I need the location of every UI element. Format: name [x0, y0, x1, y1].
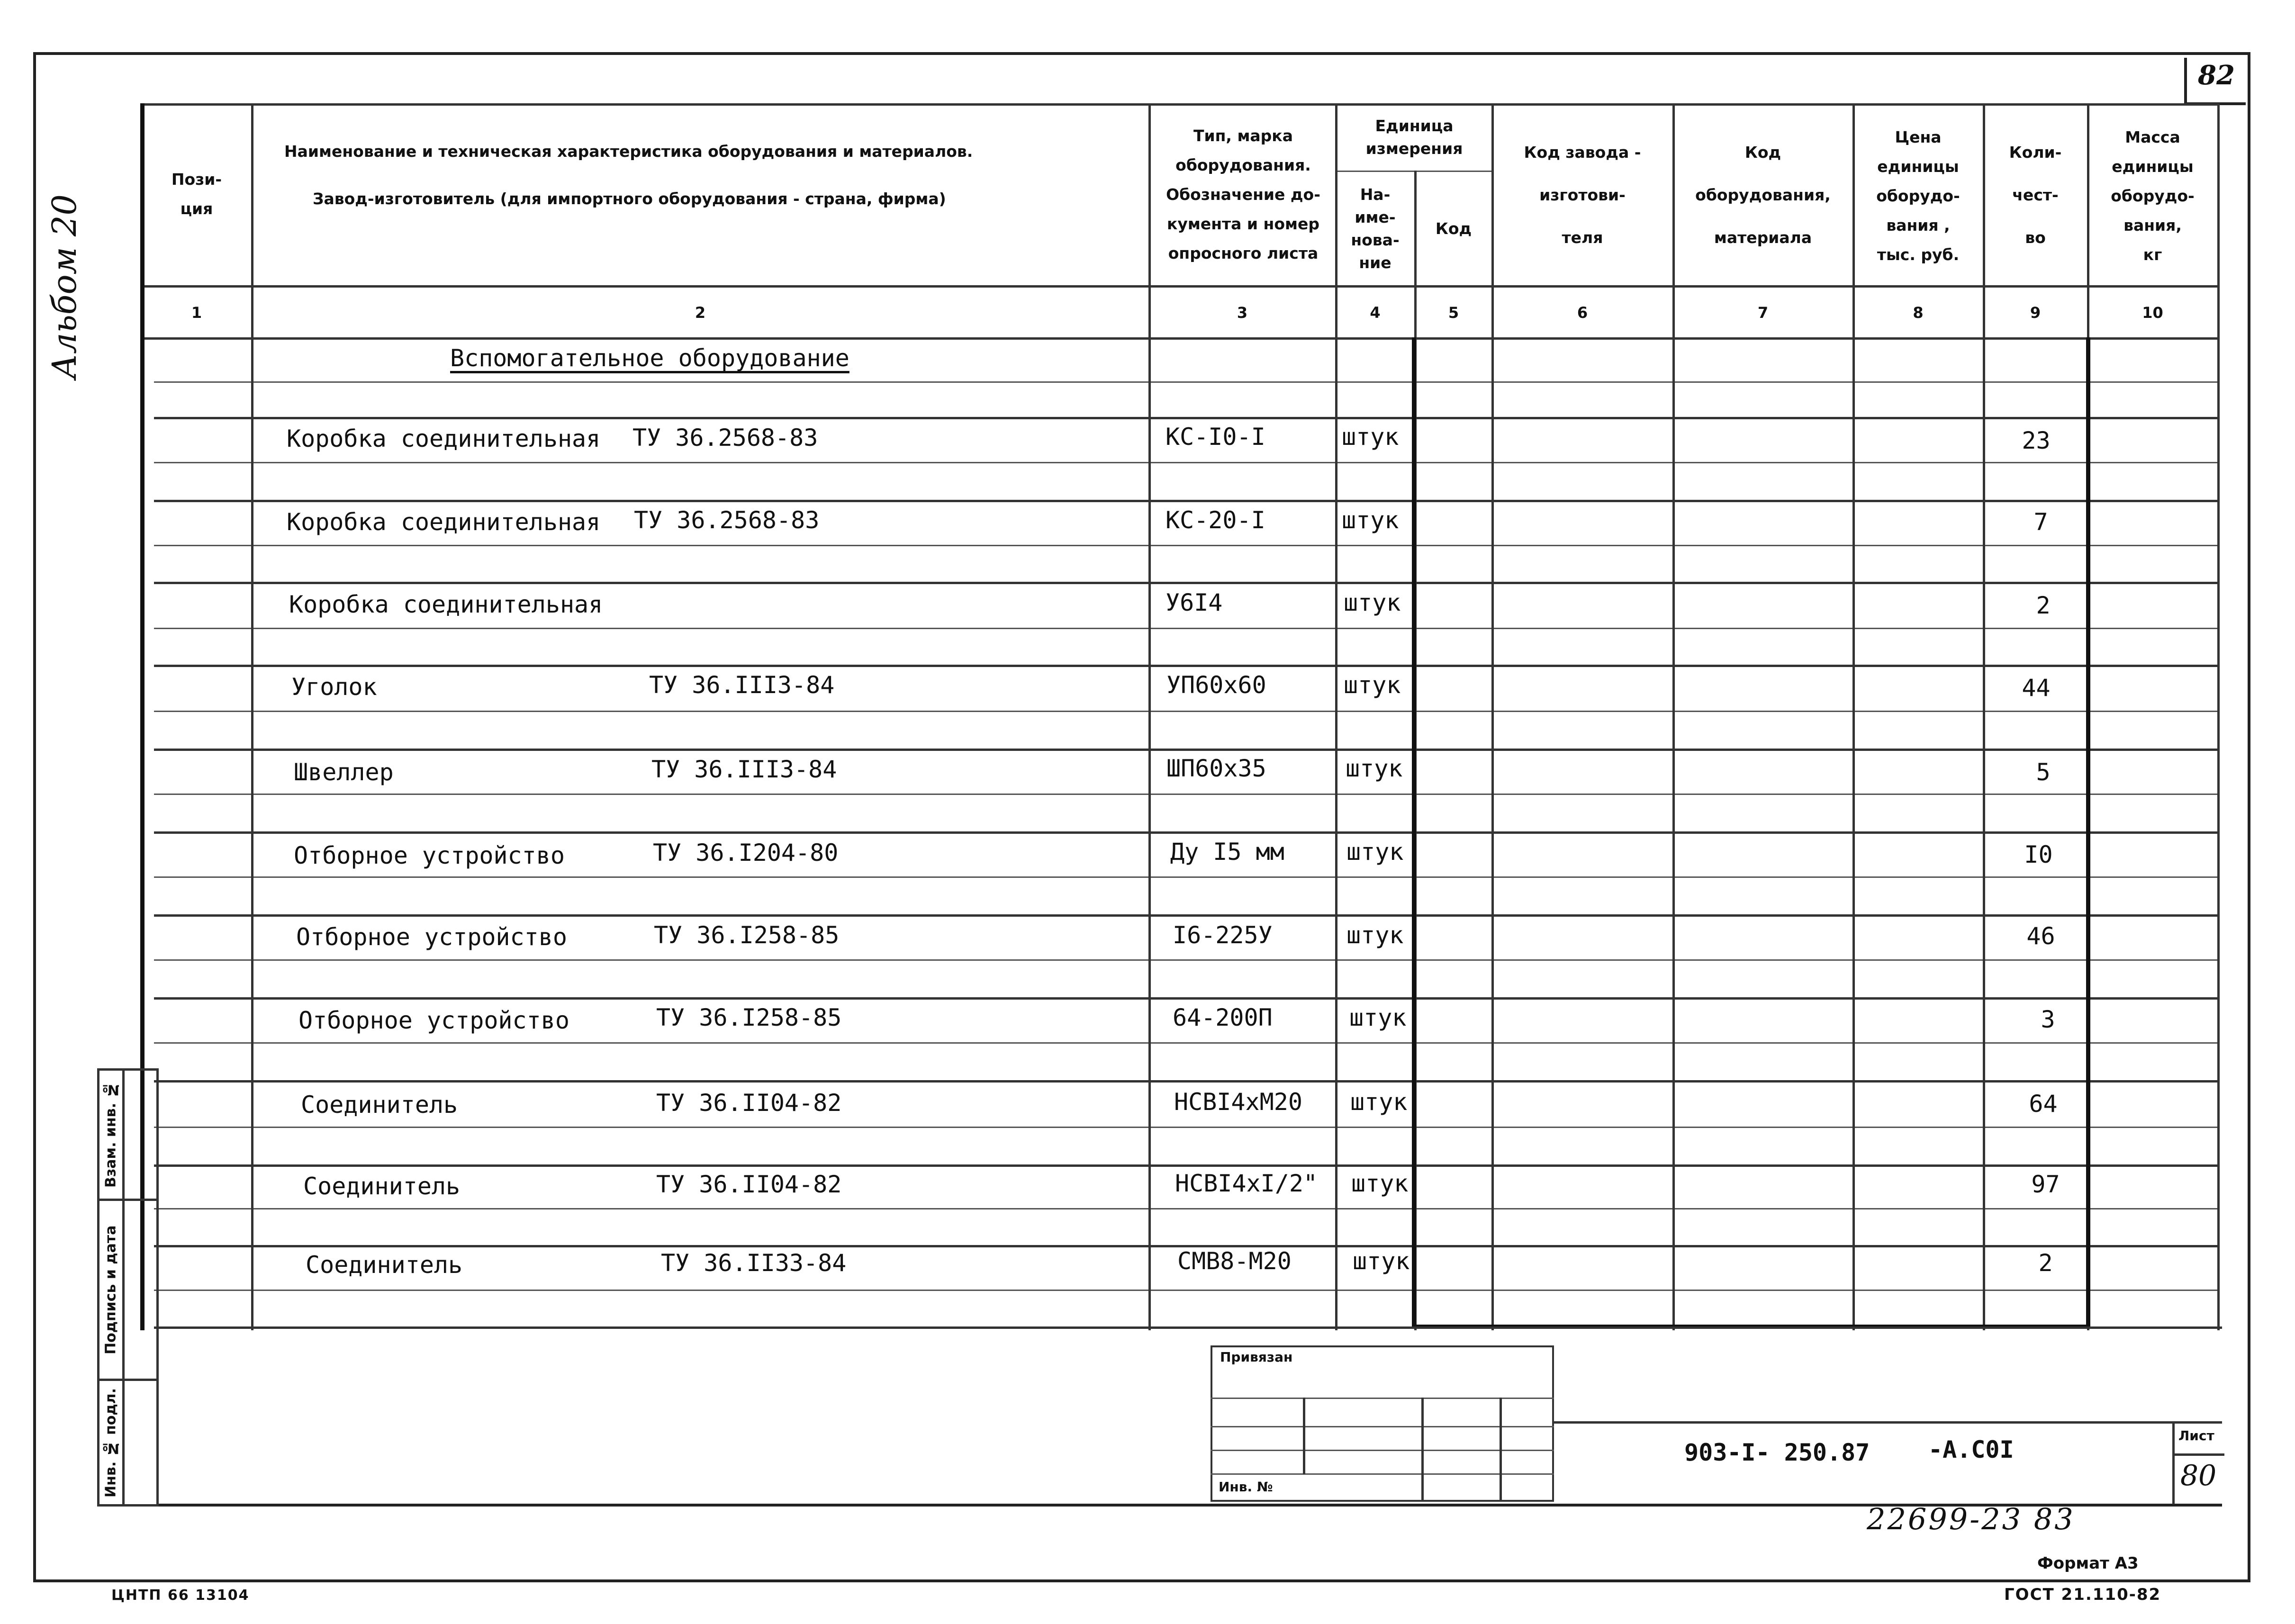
item-tu: ТУ 36.III3-84: [651, 756, 837, 783]
privyazan-col: [1500, 1398, 1502, 1502]
header-price: Цена единицы оборудо- вания , тыс. руб.: [1876, 128, 1960, 264]
header-equipment-code: Код оборудования, материала: [1695, 143, 1831, 247]
row-line: [154, 545, 2220, 546]
item-quantity: 23: [2022, 427, 2051, 454]
row-line: [154, 417, 2220, 419]
header-unit-group: Единица измерения: [1365, 117, 1463, 158]
header-name-line1: Наименование и техническая характеристика оборудования и материалов.: [284, 142, 973, 161]
item-quantity: 64: [2029, 1090, 2058, 1118]
item-type: I6-225У: [1173, 921, 1273, 949]
header-mass: Масса единицы оборудо- вания, кг: [2111, 128, 2195, 264]
sheet-number: 80: [2180, 1459, 2217, 1492]
item-name: Уголок: [291, 673, 377, 701]
item-unit: штук: [1346, 921, 1404, 949]
header-quantity: Коли- чест- во: [2009, 143, 2062, 247]
side-stamp-podpis: Подпись и дата: [102, 1225, 119, 1355]
row-line: [154, 500, 2220, 502]
item-tu: ТУ 36.2568-83: [632, 424, 818, 451]
item-quantity: 44: [2022, 674, 2051, 702]
column-rule: [1672, 103, 1675, 1330]
item-tu: ТУ 36.I258-85: [656, 1004, 842, 1031]
privyazan-row: [1211, 1398, 1554, 1399]
column-rule: [1852, 103, 1855, 1330]
column-rule: [1148, 103, 1151, 1330]
column-number: 4: [1370, 304, 1381, 322]
row-line: [154, 876, 2220, 878]
item-type: Ду I5 мм: [1170, 838, 1284, 866]
header-maker-code: Код завода - изготови- теля: [1524, 143, 1641, 247]
row-line: [154, 582, 2220, 584]
bottom-area-frame: [156, 1326, 2222, 1507]
sheet-label: Лист: [2178, 1428, 2214, 1444]
section-title: Вспомогательное оборудование: [450, 344, 849, 372]
row-line: [154, 749, 2220, 751]
inv-no-label: Инв. №: [1219, 1479, 1273, 1495]
column-number: 3: [1237, 304, 1248, 322]
privyazan-col: [1421, 1398, 1424, 1502]
gost-label: ГОСТ 21.110-82: [2004, 1585, 2161, 1604]
item-tu: ТУ 36.I204-80: [653, 839, 839, 866]
row-line: [154, 381, 2220, 383]
row-line: [154, 831, 2220, 834]
item-quantity: 5: [2036, 758, 2051, 786]
item-unit: штук: [1344, 589, 1401, 616]
column-rule: [1983, 103, 1985, 1330]
side-stamp-vzam: Взам. инв. №: [102, 1081, 119, 1188]
row-line: [154, 628, 2220, 629]
side-stamp-row: [97, 1379, 159, 1381]
row-line: [154, 1208, 2220, 1209]
item-name: Соединитель: [301, 1091, 458, 1119]
doc-code-b: -А.С0I: [1928, 1436, 2014, 1463]
item-type: СМВ8-М20: [1177, 1247, 1292, 1275]
row-line: [154, 1127, 2220, 1128]
row-line: [154, 959, 2220, 961]
column-number: 5: [1448, 304, 1459, 322]
row-line: [154, 1042, 2220, 1044]
row-line: [154, 794, 2220, 795]
top-page-number-box: [2184, 58, 2246, 105]
item-tu: ТУ 36.I258-85: [654, 921, 840, 949]
item-name: Отборное устройство: [298, 1007, 569, 1034]
column-number: 9: [2030, 304, 2041, 322]
column-number: 2: [695, 304, 706, 322]
item-type: ШП60х35: [1166, 755, 1266, 782]
header-name: [284, 137, 1137, 223]
item-name: Соединитель: [303, 1173, 461, 1200]
item-type: 64-200П: [1173, 1004, 1273, 1031]
item-unit: штук: [1351, 1170, 1409, 1197]
privyazan-row: [1211, 1426, 1554, 1427]
handwritten-archive-number: 22699-23 83: [1867, 1502, 2075, 1536]
column-number: 1: [191, 304, 202, 322]
row-line: [154, 1164, 2220, 1167]
item-unit: штук: [1344, 671, 1401, 699]
item-name: Соединитель: [306, 1251, 463, 1279]
doc-code-a: 903-I- 250.87: [1684, 1439, 1870, 1466]
item-tu: ТУ 36.II04-82: [656, 1171, 842, 1198]
column-rule: [2217, 103, 2220, 1330]
format-label: Формат А3: [2037, 1554, 2139, 1573]
row-line: [154, 1080, 2220, 1083]
corner-code: ЦНТП 66 13104: [111, 1587, 250, 1604]
header-type: Тип, марка оборудования. Обозначение до- кумента и номер опросного листа: [1166, 126, 1320, 262]
privyazan-label: Привязан: [1220, 1349, 1293, 1365]
privyazan-row: [1211, 1450, 1554, 1451]
column-rule: [1335, 103, 1337, 1330]
item-tu: ТУ 36.II04-82: [656, 1089, 842, 1117]
item-tu: ТУ 36.III3-84: [649, 671, 835, 699]
table-top-border: [142, 103, 2217, 106]
row-line: [154, 462, 2220, 463]
row-line: [154, 711, 2220, 712]
header-unit-code: Код: [1435, 219, 1472, 238]
column-number: 7: [1757, 304, 1769, 322]
column-number-row-border: [142, 337, 2217, 340]
item-quantity: 2: [2036, 592, 2051, 619]
item-type: НСВI4хI/2": [1175, 1170, 1318, 1197]
item-type: КС-20-I: [1166, 506, 1265, 534]
side-stamp-divider: [122, 1068, 125, 1507]
item-unit: штук: [1353, 1247, 1410, 1275]
column-number: 8: [1913, 304, 1924, 322]
body-bold-rule: [1412, 337, 1416, 1327]
item-name: Отборное устройство: [296, 923, 567, 951]
privyazan-col: [1303, 1398, 1305, 1474]
column-rule: [1491, 103, 1494, 1330]
item-unit: штук: [1342, 506, 1399, 534]
sheet-divider: [2175, 1453, 2224, 1456]
sheet-box: [2172, 1421, 2222, 1504]
privyazan-row: [1211, 1473, 1554, 1475]
item-quantity: 2: [2038, 1249, 2053, 1277]
item-type: НСВI4хМ20: [1174, 1088, 1302, 1116]
item-quantity: 46: [2026, 922, 2055, 950]
item-name: Швеллер: [294, 758, 394, 786]
side-stamp-row: [97, 1199, 159, 1201]
item-quantity: 7: [2033, 508, 2048, 536]
item-name: Коробка соединительная: [287, 425, 601, 452]
item-type: УП60х60: [1166, 671, 1266, 699]
row-line: [154, 914, 2220, 917]
item-name: Коробка соединительная: [287, 508, 601, 536]
column-rule: [251, 103, 253, 1330]
item-quantity: 97: [2031, 1171, 2060, 1198]
item-unit: штук: [1349, 1004, 1407, 1031]
row-line: [154, 1290, 2220, 1291]
column-number: 10: [2142, 304, 2163, 322]
item-tu: ТУ 36.II33-84: [661, 1249, 847, 1277]
item-quantity: I0: [2024, 841, 2053, 868]
album-label: Альбом 20: [45, 194, 84, 379]
item-tu: ТУ 36.2568-83: [634, 506, 820, 534]
item-unit: штук: [1346, 755, 1403, 782]
doc-code-top-rule: [1554, 1421, 2222, 1424]
top-page-number: 82: [2198, 60, 2235, 91]
header-unit-name: На- име- нова- ние: [1351, 185, 1400, 272]
item-name: Отборное устройство: [294, 842, 565, 869]
item-quantity: 3: [2041, 1006, 2055, 1033]
column-number: 6: [1577, 304, 1588, 322]
row-line: [154, 665, 2220, 667]
header-position: Пози- ция: [171, 170, 222, 218]
item-type: КС-I0-I: [1166, 423, 1265, 451]
side-stamp-inv-podl: Инв. № подл.: [102, 1388, 119, 1498]
row-line: [154, 997, 2220, 1000]
header-name-line2: Завод-изготовитель (для импортного оборудования - страна, фирма): [313, 189, 946, 208]
item-unit: штук: [1342, 423, 1399, 451]
item-name: Коробка соединительная: [289, 591, 603, 618]
privyazan-frame: [1211, 1345, 1554, 1502]
item-type: У6I4: [1166, 589, 1223, 616]
item-unit: штук: [1350, 1088, 1408, 1116]
header-bottom-border: [142, 285, 2217, 288]
item-unit: штук: [1346, 838, 1404, 866]
